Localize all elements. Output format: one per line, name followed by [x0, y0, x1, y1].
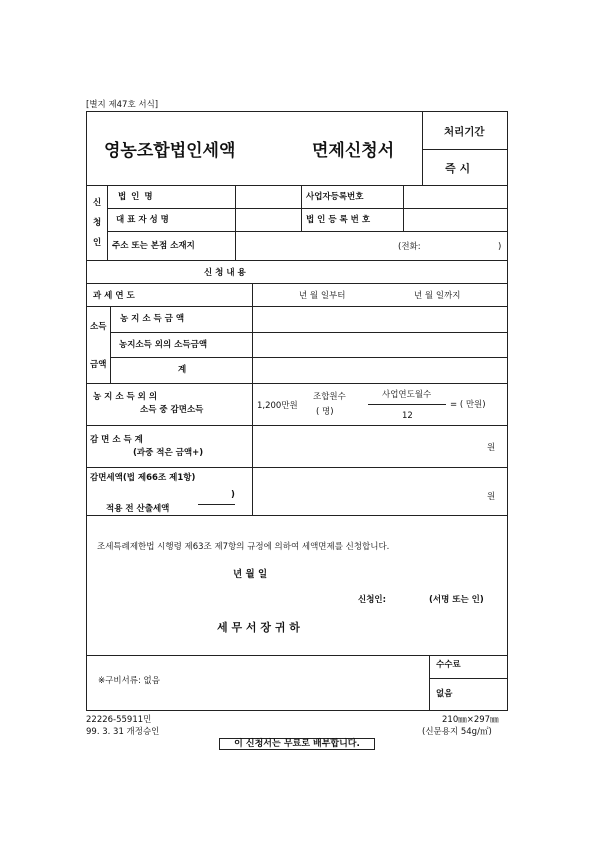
paper-size: 210㎜×297㎜: [442, 715, 499, 725]
non-farm-result: = ( 만원): [450, 400, 486, 410]
income-side-label-bottom: 금액: [90, 360, 107, 370]
business-months-label: 사업연도월수: [382, 390, 432, 400]
reduced-income-total-label: 감 면 소 득 계: [90, 435, 143, 445]
exempt-tax-unit: 원: [487, 492, 496, 502]
reduced-income-note: (과중 적은 금액+): [133, 448, 204, 458]
members-count: ( 명): [316, 407, 334, 417]
corp-name-field[interactable]: [236, 186, 300, 207]
non-farm-income-label-line1: 농 지 소 득 외 의: [93, 392, 158, 402]
non-farm-income-label-line2: 소득 중 감면소득: [140, 405, 204, 415]
applicant-side-label-1: 신: [93, 198, 102, 208]
free-distribution-notice: 이 신청서는 무료로 배부합니다.: [219, 738, 375, 750]
representative-name-label: 대 표 자 성 명: [116, 215, 169, 225]
attachments-note: ※구비서류: 없음: [98, 676, 160, 686]
corp-reg-number-field[interactable]: [404, 209, 507, 230]
fee-label: 수수료: [436, 660, 461, 670]
address-label: 주소 또는 본점 소재지: [112, 241, 195, 251]
processing-period-value: 즉 시: [445, 162, 471, 175]
applicant-side-label-3: 인: [93, 238, 102, 248]
applicant-signature-label: 신청인:: [358, 595, 387, 605]
other-income-label: 농지소득 외의 소득금액: [119, 340, 208, 350]
tax-year-from: 년 월 일부터: [299, 291, 346, 301]
farm-income-label: 농 지 소 득 금 액: [120, 314, 185, 324]
address-field[interactable]: [236, 232, 507, 259]
months-denominator: 12: [402, 411, 413, 421]
income-total-field[interactable]: [253, 358, 507, 382]
members-label: 조합원수: [313, 392, 346, 402]
corp-reg-number-label: 법 인 등 록 번 호: [306, 215, 371, 225]
form-title-suffix: 면제신청서: [312, 141, 395, 161]
form-code: 22226-55911민: [86, 715, 152, 725]
fee-value: 없음: [436, 689, 453, 699]
income-side-label-top: 소득: [90, 322, 107, 332]
exempt-tax-close-paren: ): [231, 490, 235, 500]
reduced-income-field[interactable]: [253, 426, 507, 466]
form-number-tag: [별지 제47호 서식]: [86, 100, 159, 110]
approval-date: 99. 3. 31 개정승인: [86, 727, 160, 737]
reduced-income-unit: 원: [487, 443, 496, 453]
form-title: 영농조합법인세액: [104, 141, 236, 161]
processing-period-label: 처리기간: [444, 126, 485, 138]
phone-close-paren: ): [498, 242, 502, 252]
exempt-tax-label-line2: 적용 전 산출세액: [106, 504, 170, 514]
income-total-label: 계: [178, 365, 187, 375]
addressee: 세 무 서 장 귀 하: [217, 621, 300, 634]
farm-income-field[interactable]: [253, 307, 507, 331]
exempt-tax-label-line1: 감면세액(법 제66조 제1항): [90, 473, 196, 483]
declaration-text: 조세특례제한법 시행령 제63조 제7항의 규정에 의하여 세액면제를 신청합니다.: [97, 542, 390, 552]
signature-or-seal: (서명 또는 인): [429, 595, 484, 605]
exempt-tax-field[interactable]: [253, 468, 507, 514]
paper-type: (신문용지 54g/㎡): [422, 727, 492, 737]
base-amount: 1,200만원: [257, 401, 298, 411]
business-reg-number-label: 사업자등록번호: [306, 192, 364, 202]
other-income-field[interactable]: [253, 333, 507, 356]
content-section-header: 신 청 내 용: [204, 268, 246, 278]
phone-label: (전화:: [398, 242, 421, 252]
applicant-signature-field[interactable]: [392, 592, 426, 606]
business-reg-number-field[interactable]: [404, 186, 507, 207]
declaration-date: 년 월 일: [233, 569, 268, 580]
tax-year-to: 년 월 일까지: [414, 291, 461, 301]
applicant-side-label-2: 청: [93, 218, 102, 228]
corp-name-label: 법 인 명: [118, 192, 154, 202]
representative-name-field[interactable]: [236, 209, 300, 230]
tax-year-label: 과 세 연 도: [93, 291, 135, 301]
